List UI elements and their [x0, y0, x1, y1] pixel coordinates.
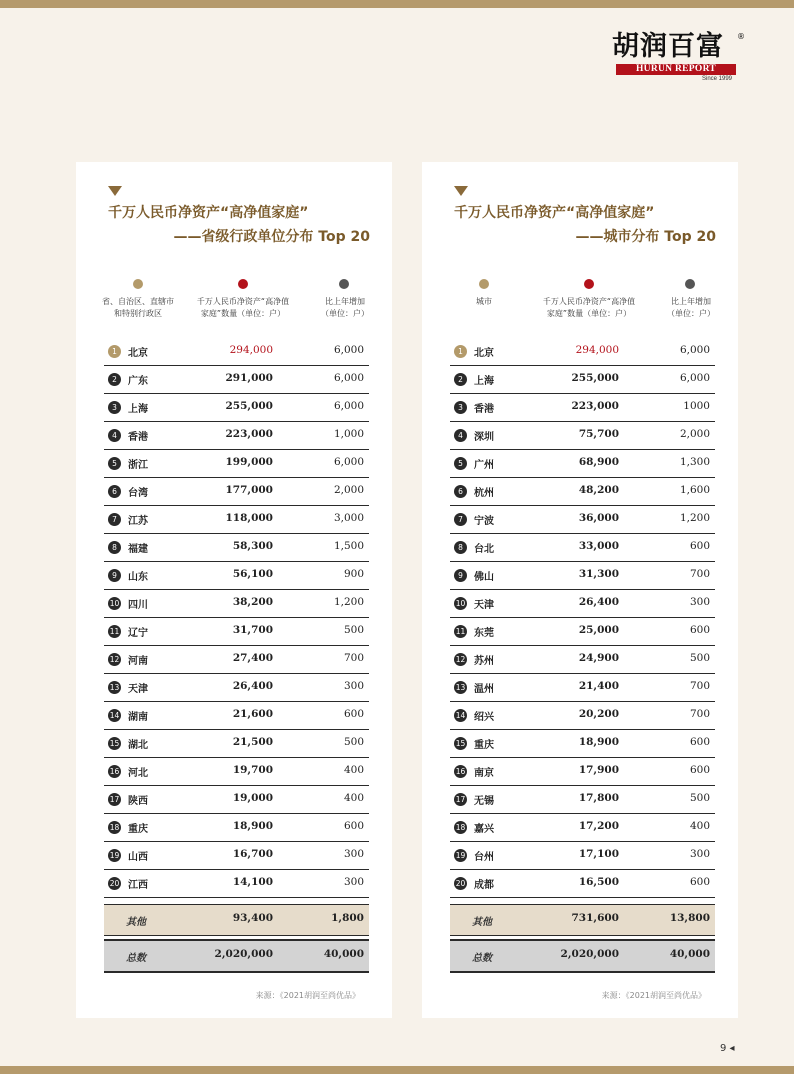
row-name: 河北	[128, 768, 148, 779]
rank-badge: 20	[455, 879, 466, 888]
row-change: 6,000	[333, 400, 364, 412]
row-name: 重庆	[474, 740, 494, 751]
row-value: 17,100	[578, 848, 619, 860]
rank-badge: 8	[454, 541, 467, 554]
row-name: 成都	[474, 880, 494, 891]
column-dot-icon	[238, 279, 248, 289]
rank-badge: 15	[109, 739, 120, 748]
row-change: 6,000	[333, 344, 364, 356]
row-value: 75,700	[578, 428, 619, 440]
row-name: 佛山	[474, 572, 494, 583]
table-row	[450, 730, 715, 758]
table-row	[104, 506, 369, 534]
row-name: 深圳	[474, 432, 494, 443]
rank-badge: 19	[455, 851, 466, 860]
row-value: 21,400	[578, 680, 619, 692]
row-change: 500	[343, 736, 364, 748]
row-change: 600	[689, 624, 710, 636]
table-row	[104, 842, 369, 870]
total-change: 40,000	[323, 948, 364, 960]
row-change: 600	[689, 876, 710, 888]
card-subtitle: ——省级行政单位分布 Top 20	[173, 229, 370, 245]
table-row	[450, 590, 715, 618]
rank-badge: 4	[454, 429, 467, 442]
rank-badge: 13	[455, 683, 466, 692]
row-change: 1000	[683, 400, 710, 412]
row-value: 68,900	[578, 456, 619, 468]
rank-badge: 16	[455, 767, 466, 776]
row-name: 宁波	[474, 516, 494, 527]
row-value: 17,800	[578, 792, 619, 804]
table-row	[450, 506, 715, 534]
row-change: 1,200	[679, 512, 710, 524]
row-name: 北京	[474, 348, 494, 359]
table-row	[104, 674, 369, 702]
logo-chinese: 胡润百富	[612, 31, 724, 62]
column-header-change: 比上年增加（单位：户）	[321, 297, 369, 318]
row-value: 294,000	[575, 344, 619, 356]
rank-badge: 6	[108, 485, 121, 498]
rank-badge: 18	[455, 823, 466, 832]
row-change: 700	[343, 652, 364, 664]
other-row	[104, 904, 369, 936]
page-number: 9 ◂	[720, 1043, 735, 1054]
rank-badge: 10	[109, 599, 120, 608]
row-change: 700	[689, 680, 710, 692]
row-value: 20,200	[578, 708, 619, 720]
table-row	[104, 422, 369, 450]
table-row	[104, 730, 369, 758]
row-name: 杭州	[474, 488, 494, 499]
row-value: 27,400	[232, 652, 273, 664]
card-subtitle: ——城市分布 Top 20	[575, 229, 716, 245]
other-change: 1,800	[331, 912, 364, 924]
table-row	[104, 338, 369, 366]
row-value: 118,000	[225, 512, 273, 524]
column-dot-icon	[584, 279, 594, 289]
rank-badge: 14	[455, 711, 466, 720]
row-value: 255,000	[571, 372, 619, 384]
row-name: 陕西	[128, 796, 148, 807]
rank-badge: 9	[454, 569, 467, 582]
row-value: 19,700	[232, 764, 273, 776]
table-row	[450, 786, 715, 814]
table-row	[104, 590, 369, 618]
row-name: 苏州	[474, 656, 494, 667]
column-header-count: 千万人民币净资产“高净值家庭”数量（单位：户）	[542, 297, 636, 318]
column-header-city: 城市	[476, 297, 492, 306]
rank-badge: 20	[109, 879, 120, 888]
row-change: 6,000	[333, 456, 364, 468]
rank-badge: 4	[108, 429, 121, 442]
row-value: 48,200	[578, 484, 619, 496]
row-change: 700	[689, 708, 710, 720]
other-value: 93,400	[232, 912, 273, 924]
bottom-border	[0, 1066, 794, 1074]
row-name: 重庆	[128, 824, 148, 835]
row-change: 600	[689, 736, 710, 748]
total-row	[450, 939, 715, 973]
row-value: 223,000	[225, 428, 273, 440]
row-change: 300	[343, 680, 364, 692]
row-change: 700	[689, 568, 710, 580]
row-name: 四川	[128, 600, 148, 611]
total-row	[104, 939, 369, 973]
row-name: 绍兴	[474, 712, 494, 723]
table-row	[450, 618, 715, 646]
total-value: 2,020,000	[560, 948, 619, 960]
row-change: 1,300	[679, 456, 710, 468]
table-row	[104, 478, 369, 506]
row-change: 900	[343, 568, 364, 580]
row-change: 1,200	[333, 596, 364, 608]
row-name: 天津	[128, 684, 148, 695]
row-name: 无锡	[474, 796, 494, 807]
row-change: 2,000	[333, 484, 364, 496]
card-title: 千万人民币净资产“高净值家庭”	[108, 205, 309, 221]
total-change: 40,000	[669, 948, 710, 960]
rank-badge: 17	[109, 795, 120, 804]
column-header-count: 千万人民币净资产“高净值家庭”数量（单位：户）	[196, 297, 290, 318]
row-name: 上海	[474, 376, 494, 387]
table-row	[104, 870, 369, 898]
total-label: 总数	[472, 953, 492, 964]
table-row	[104, 814, 369, 842]
source-note: 来源：《2021胡润至尚优品》	[255, 991, 360, 1000]
row-value: 16,500	[578, 876, 619, 888]
table-row	[450, 366, 715, 394]
rank-badge: 6	[454, 485, 467, 498]
table-row	[104, 758, 369, 786]
column-dot-icon	[133, 279, 143, 289]
rank-badge: 11	[455, 627, 466, 636]
table-row	[104, 394, 369, 422]
row-value: 223,000	[571, 400, 619, 412]
row-value: 38,200	[232, 596, 273, 608]
row-name: 湖南	[128, 712, 148, 723]
row-value: 21,500	[232, 736, 273, 748]
row-name: 江西	[128, 880, 148, 891]
top-border	[0, 0, 794, 8]
row-change: 600	[689, 540, 710, 552]
row-value: 17,200	[578, 820, 619, 832]
row-value: 177,000	[225, 484, 273, 496]
row-change: 6,000	[679, 372, 710, 384]
row-value: 19,000	[232, 792, 273, 804]
row-name: 湖北	[128, 740, 148, 751]
total-value: 2,020,000	[214, 948, 273, 960]
other-label: 其他	[472, 917, 492, 928]
rank-badge: 15	[455, 739, 466, 748]
rank-badge: 12	[109, 655, 120, 664]
row-value: 17,900	[578, 764, 619, 776]
row-value: 58,300	[232, 540, 273, 552]
row-value: 14,100	[232, 876, 273, 888]
column-dot-icon	[479, 279, 489, 289]
triangle-marker-icon	[108, 186, 122, 196]
rank-badge: 8	[108, 541, 121, 554]
other-value: 731,600	[571, 912, 619, 924]
rank-badge: 2	[108, 373, 121, 386]
row-name: 北京	[128, 348, 148, 359]
row-name: 香港	[128, 432, 148, 443]
row-value: 56,100	[232, 568, 273, 580]
rank-badge: 19	[109, 851, 120, 860]
table-row	[450, 534, 715, 562]
city-table-card	[422, 162, 738, 1018]
row-change: 300	[343, 848, 364, 860]
rank-badge: 13	[109, 683, 120, 692]
row-value: 31,700	[232, 624, 273, 636]
source-note: 来源：《2021胡润至尚优品》	[601, 991, 706, 1000]
table-row	[450, 478, 715, 506]
row-change: 6,000	[333, 372, 364, 384]
row-value: 31,300	[578, 568, 619, 580]
row-change: 1,500	[333, 540, 364, 552]
row-name: 河南	[128, 656, 148, 667]
other-change: 13,800	[669, 912, 710, 924]
province-table-card	[76, 162, 392, 1018]
table-row	[104, 618, 369, 646]
card-title: 千万人民币净资产“高净值家庭”	[454, 205, 655, 221]
rank-badge: 3	[108, 401, 121, 414]
rank-badge: 7	[108, 513, 121, 526]
row-change: 600	[343, 820, 364, 832]
rank-badge: 12	[455, 655, 466, 664]
row-name: 台湾	[128, 488, 148, 499]
rank-badge: 10	[455, 599, 466, 608]
row-name: 江苏	[128, 516, 148, 527]
row-change: 600	[343, 708, 364, 720]
row-name: 山东	[128, 572, 148, 583]
logo-english: HURUN REPORT	[616, 64, 736, 75]
row-value: 16,700	[232, 848, 273, 860]
row-name: 山西	[128, 852, 148, 863]
table-row	[450, 870, 715, 898]
table-row	[104, 366, 369, 394]
row-change: 400	[689, 820, 710, 832]
row-value: 21,600	[232, 708, 273, 720]
column-dot-icon	[685, 279, 695, 289]
rank-badge: 5	[108, 457, 121, 470]
row-value: 291,000	[225, 372, 273, 384]
row-change: 2,000	[679, 428, 710, 440]
other-label: 其他	[126, 917, 146, 928]
row-value: 24,900	[578, 652, 619, 664]
table-row	[450, 702, 715, 730]
table-row	[104, 646, 369, 674]
row-value: 18,900	[232, 820, 273, 832]
rank-badge: 9	[108, 569, 121, 582]
row-change: 600	[689, 764, 710, 776]
row-name: 福建	[128, 544, 148, 555]
column-header-region: 省、自治区、直辖市和特别行政区	[102, 297, 174, 318]
row-value: 26,400	[232, 680, 273, 692]
rank-badge: 1	[108, 345, 121, 358]
hurun-logo	[612, 31, 745, 86]
row-name: 广东	[128, 376, 148, 387]
row-value: 25,000	[578, 624, 619, 636]
row-name: 南京	[474, 768, 494, 779]
table-row	[450, 814, 715, 842]
rank-badge: 7	[454, 513, 467, 526]
table-row	[104, 450, 369, 478]
table-row	[450, 338, 715, 366]
rank-badge: 16	[109, 767, 120, 776]
table-row	[104, 786, 369, 814]
row-value: 199,000	[225, 456, 273, 468]
row-name: 广州	[474, 460, 494, 471]
row-name: 台北	[474, 544, 494, 555]
row-change: 500	[689, 792, 710, 804]
column-dot-icon	[339, 279, 349, 289]
row-change: 1,600	[679, 484, 710, 496]
row-change: 1,000	[333, 428, 364, 440]
table-row	[450, 450, 715, 478]
row-name: 台州	[474, 852, 494, 863]
row-name: 东莞	[474, 628, 494, 639]
other-row	[450, 904, 715, 936]
row-change: 6,000	[679, 344, 710, 356]
rank-badge: 18	[109, 823, 120, 832]
table-row	[450, 842, 715, 870]
rank-badge: 17	[455, 795, 466, 804]
row-name: 浙江	[128, 460, 148, 471]
triangle-marker-icon	[454, 186, 468, 196]
row-name: 上海	[128, 404, 148, 415]
row-name: 嘉兴	[474, 824, 494, 835]
logo-since: Since 1999	[702, 76, 733, 82]
column-header-change: 比上年增加（单位：户）	[667, 297, 715, 318]
rank-badge: 5	[454, 457, 467, 470]
row-value: 36,000	[578, 512, 619, 524]
row-value: 294,000	[229, 344, 273, 356]
rank-badge: 11	[109, 627, 120, 636]
rank-badge: 2	[454, 373, 467, 386]
row-value: 18,900	[578, 736, 619, 748]
row-change: 300	[689, 848, 710, 860]
table-row	[450, 394, 715, 422]
row-change: 500	[689, 652, 710, 664]
row-change: 300	[689, 596, 710, 608]
row-change: 300	[343, 876, 364, 888]
row-change: 400	[343, 792, 364, 804]
row-name: 天津	[474, 600, 494, 611]
row-name: 温州	[474, 684, 494, 695]
table-row	[450, 562, 715, 590]
row-change: 400	[343, 764, 364, 776]
table-row	[104, 534, 369, 562]
table-row	[450, 646, 715, 674]
logo-registered-mark: ®	[737, 32, 745, 41]
table-row	[450, 674, 715, 702]
table-body	[450, 338, 715, 898]
table-body	[104, 338, 369, 898]
rank-badge: 14	[109, 711, 120, 720]
row-value: 33,000	[578, 540, 619, 552]
table-row	[450, 758, 715, 786]
table-row	[104, 562, 369, 590]
row-change: 500	[343, 624, 364, 636]
table-row	[104, 702, 369, 730]
row-value: 26,400	[578, 596, 619, 608]
row-name: 香港	[474, 404, 494, 415]
row-name: 辽宁	[128, 628, 148, 639]
row-value: 255,000	[225, 400, 273, 412]
row-change: 3,000	[333, 512, 364, 524]
total-label: 总数	[126, 953, 146, 964]
rank-badge: 1	[454, 345, 467, 358]
table-row	[450, 422, 715, 450]
rank-badge: 3	[454, 401, 467, 414]
